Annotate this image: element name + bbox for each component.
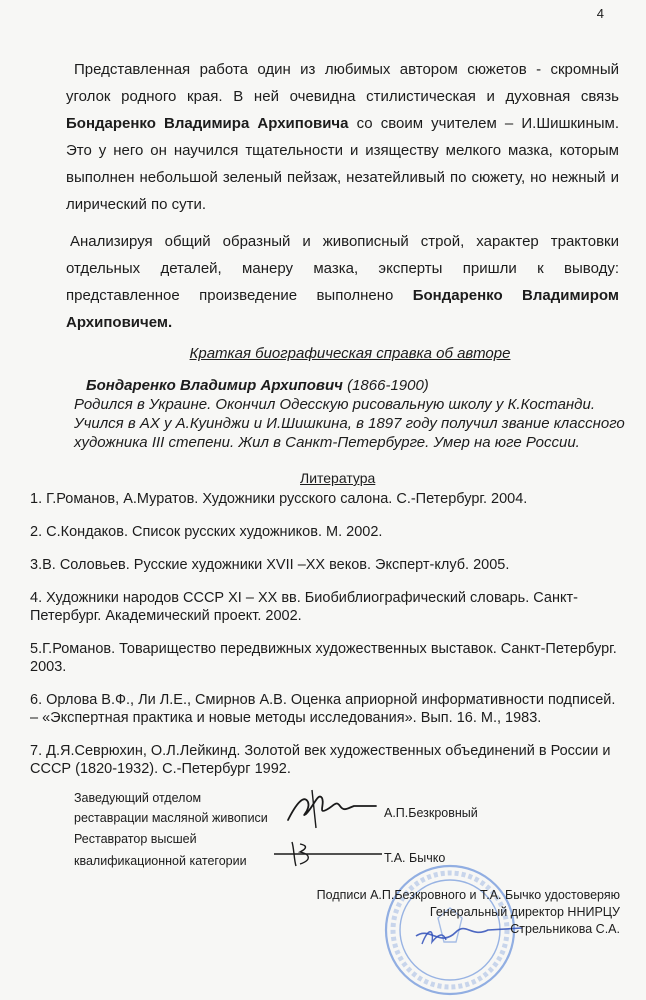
literature-item: 4. Художники народов СССР XI – XX вв. Биобиблиографический словарь. Санкт-Петербург. Академический проект. 2002. — [30, 590, 578, 624]
handwritten-signature-1 — [278, 784, 382, 834]
certification-block — [280, 887, 620, 938]
paragraph-text: со своим учителем – И.Шишкиным. Это у него он научился тщательности и изяществу мелкого мазка, которым выполнен небольшой зеленый пейзаж, незатейливый по сюжету, но нежный и лирический по сути. — [66, 115, 619, 213]
literature-item: 1. Г.Романов, А.Муратов. Художники русского салона. С.-Петербург. 2004. — [30, 491, 528, 507]
signatory2-name: Т.А. Бычко — [384, 851, 446, 865]
literature-item: 6. Орлова В.Ф., Ли Л.Е., Смирнов А.В. Оценка априорной информативности подписей. – «Экспертная практика и новые методы исследования». Вып. 16. М., 1983. — [30, 692, 616, 726]
bio-artist-name: Бондаренко Владимир Архипович — [86, 377, 343, 394]
handwritten-signature-2 — [270, 836, 386, 870]
paragraph-text: Представленная работа один из любимых автором сюжетов - скромный уголок родного края. В ней очевидна стилистическая и духовная связь — [66, 61, 619, 105]
signatory1-name: А.П.Безкровный — [384, 806, 478, 820]
literature-list — [30, 490, 618, 793]
certification-line3: Стрельникова С.А. — [510, 922, 620, 936]
page-number: 4 — [596, 6, 604, 21]
bio-block — [74, 376, 626, 452]
literature-item: 3.В. Соловьев. Русские художники XVII –XX веков. Эксперт-клуб. 2005. — [30, 557, 510, 573]
bio-text: Родился в Украине. Окончил Одесскую рисовальную школу у К.Костанди. Учился в АХ у А.Куинджи и И.Шишкина, в 1897 году получил звание классного художника III степени. Жил в Санкт-Петербурге. Умер на юге России. — [74, 396, 625, 451]
signatory2-title-line1: Реставратор высшей — [74, 832, 197, 846]
literature-item: 5.Г.Романов. Товарищество передвижных художественных выставок. Санкт-Петербург. 2003. — [30, 641, 617, 675]
certification-line1: Подписи А.П.Безкровного и Т.А. Бычко удостоверяю — [316, 888, 620, 902]
literature-item: 7. Д.Я.Севрюхин, О.Л.Лейкинд. Золотой век художественных объединений в России и СССР (1820-1932). С.-Петербург 1992. — [30, 743, 611, 777]
signatory1-title-line2: реставрации масляной живописи — [74, 811, 268, 825]
literature-heading: Литература — [300, 470, 376, 486]
artist-name-bold: Бондаренко Владимира Архиповича — [66, 115, 349, 132]
signatory1-title-line1: Заведующий отделом — [74, 791, 202, 805]
paragraph-assessment — [66, 56, 619, 218]
artist-name-bold: Бондаренко Владимиром Архиповичем. — [66, 287, 619, 331]
signatory2-title-line2: квалификационной категории — [74, 854, 247, 868]
certification-line2: Генеральный директор ННИРЦУ — [429, 905, 620, 919]
bio-years: (1866-1900) — [347, 377, 429, 394]
bio-heading: Краткая биографическая справка об авторе — [189, 345, 511, 362]
paragraph-text: Анализируя общий образный и живописный строй, характер трактовки отдельных деталей, манеру мазка, эксперты пришли к выводу: представленное произведение выполнено — [66, 233, 619, 304]
paragraph-conclusion — [66, 228, 619, 336]
literature-item: 2. С.Кондаков. Список русских художников. М. 2002. — [30, 524, 383, 540]
